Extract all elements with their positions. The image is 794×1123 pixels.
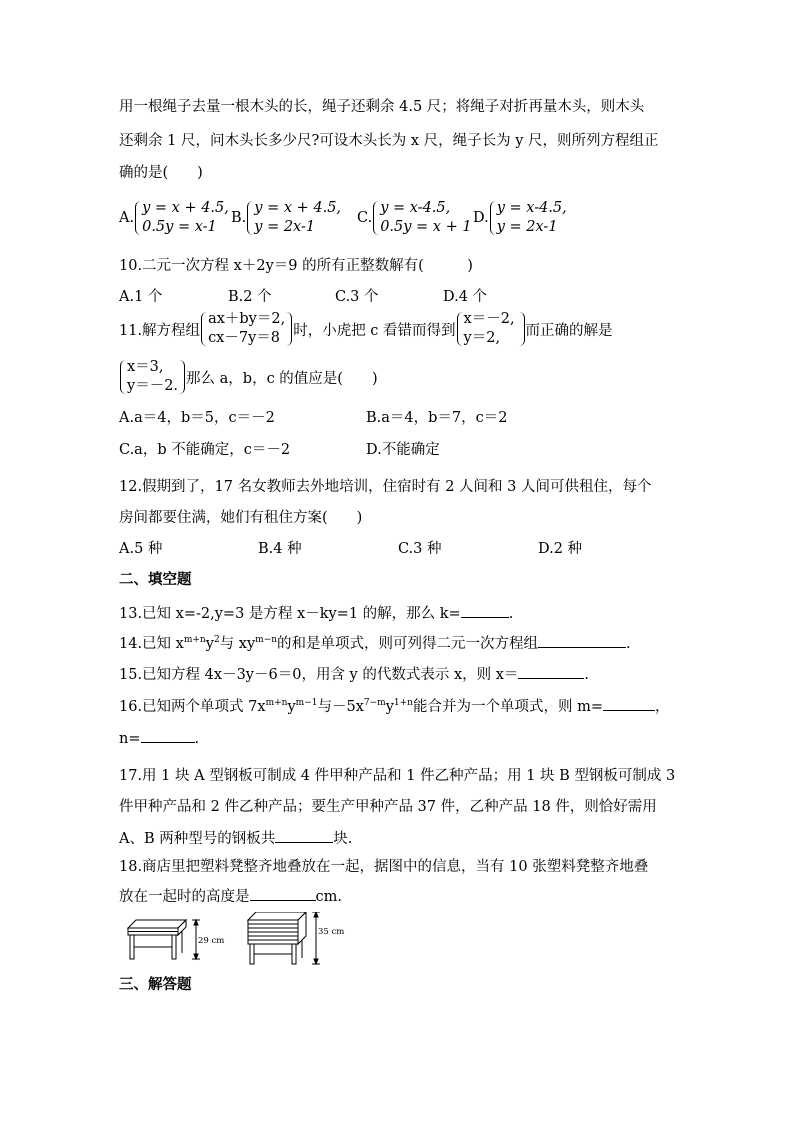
q11-option-d: D.不能确定	[366, 442, 440, 458]
q11-option-a: A.a＝4，b＝5，c＝－2	[119, 410, 275, 426]
equation-row: y = 2x-1	[254, 219, 316, 235]
q12-option-c: C.3 种	[398, 541, 442, 557]
q10-option-b: B.2 个	[228, 289, 272, 305]
option-label: C.	[357, 210, 373, 226]
q9-option-a	[119, 199, 229, 237]
q14-text-d: 的和是单项式，则可列得二元一次方程组	[277, 636, 539, 652]
option-label: B.	[231, 210, 247, 226]
q16	[119, 696, 669, 717]
q11-line2	[119, 358, 378, 396]
q10-option-c: C.3 个	[335, 289, 379, 305]
q18-line2	[119, 886, 342, 907]
equation-row: y＝－2.	[127, 378, 179, 394]
equation-row: 0.5y = x-1	[142, 219, 217, 235]
q10-text: 10.二元一次方程 x＋2y＝9 的所有正整数解有( )	[119, 258, 473, 274]
q16-text-e: 能合并为一个单项式，则 m=	[412, 699, 603, 715]
q14	[119, 633, 631, 654]
equation-system	[134, 199, 229, 237]
q16-text-b: y	[287, 699, 296, 715]
answer-blank[interactable]	[250, 886, 316, 901]
answer-blank[interactable]	[461, 603, 509, 618]
q17-line3	[119, 828, 352, 849]
q12-option-d: D.2 种	[538, 541, 583, 557]
q16-end2: .	[194, 731, 200, 747]
equation-row: ax＋by＝2,	[208, 311, 286, 327]
section-title-fill-blank: 二、填空题	[119, 572, 192, 588]
q12-option-a: A.5 种	[119, 541, 163, 557]
equation-row: x＝－2,	[463, 311, 515, 327]
q18-text: 放在一起时的高度是	[119, 889, 250, 905]
equation-row: x＝3,	[127, 359, 164, 375]
q16-line2	[119, 728, 199, 749]
equation-row: y = x + 4.5,	[142, 200, 229, 216]
answer-blank[interactable]	[518, 664, 584, 679]
q16-end: ，	[654, 699, 670, 715]
q11-line1	[119, 310, 613, 348]
q9-line1: 用一根绳子去量一根木头的长，绳子还剩余 4.5 尺；将绳子对折再量木头，则木头	[119, 99, 645, 115]
equation-row: y = x + 4.5,	[254, 200, 342, 216]
q11-option-b: B.a＝4，b＝7，c＝2	[366, 410, 508, 426]
q10-option-d: D.4 个	[443, 289, 488, 305]
answer-blank[interactable]	[603, 696, 655, 711]
q15-end: .	[584, 667, 590, 683]
q12-line2: 房间都要住满，她们有租住方案( )	[119, 510, 363, 526]
q11-option-c: C.a，b 不能确定，c＝－2	[119, 442, 291, 458]
q13-end: .	[508, 606, 514, 622]
exponent: m+n	[265, 698, 288, 709]
q9-line3: 确的是( )	[119, 165, 203, 181]
q15	[119, 664, 589, 685]
q15-text: 15.已知方程 4x－3y－6＝0，用含 y 的代数式表示 x，则 x＝	[119, 667, 519, 683]
answer-blank[interactable]	[538, 633, 626, 648]
fig1-dimension-label: 29 cm	[198, 936, 225, 946]
stool-figure-2	[248, 912, 320, 964]
q9-option-d	[473, 199, 567, 237]
q9-line2: 还剩余 1 尺，问木头长多少尺?可设木头长为 x 尺，绳子长为 y 尺，则所列方程组正	[119, 133, 659, 149]
section-title-solve: 三、解答题	[119, 977, 192, 993]
equation-system	[489, 199, 567, 237]
q9-option-b	[231, 199, 341, 237]
exponent: m−n	[255, 635, 278, 646]
q11-part3: 而正确的解是	[525, 322, 613, 339]
exponent: m+n	[183, 635, 206, 646]
equation-system	[372, 199, 471, 237]
exponent: m−1	[295, 698, 318, 709]
equation-system	[119, 358, 178, 396]
equation-system	[200, 310, 285, 348]
option-label: A.	[119, 210, 135, 226]
equation-row: y = x-4.5,	[380, 200, 451, 216]
q13-text: 13.已知 x=-2,y=3 是方程 x－ky=1 的解，那么 k=	[119, 606, 461, 622]
q9-option-c	[357, 199, 472, 237]
q14-end: .	[626, 636, 631, 652]
q18-line1: 18.商店里把塑料凳整齐地叠放在一起，据图中的信息，当有 10 张塑料凳整齐地叠	[119, 859, 649, 875]
q16-n-label: n=	[119, 731, 141, 747]
answer-blank[interactable]	[141, 728, 195, 743]
exponent: 1+n	[393, 698, 413, 709]
q16-text-d: y	[385, 699, 394, 715]
q12-line1: 12.假期到了，17 名女教师去外地培训，住宿时有 2 人间和 3 人间可供租住，每个	[119, 479, 652, 495]
equation-row: 0.5y = x + 1	[380, 219, 472, 235]
equation-system	[456, 310, 518, 348]
equation-system	[246, 199, 341, 237]
fig2-dimension-label: 35 cm	[318, 927, 345, 937]
stool-figures	[120, 912, 350, 968]
q12-option-b: B.4 种	[258, 541, 302, 557]
equation-row: y = 2x-1	[496, 219, 558, 235]
q11-part4: 那么 a，b，c 的值应是( )	[186, 370, 378, 387]
q11-part1: 11.解方程组	[119, 322, 201, 339]
stool-figure-1	[128, 920, 200, 959]
q10-option-a: A.1 个	[119, 289, 163, 305]
q13	[119, 603, 513, 624]
option-label: D.	[473, 210, 489, 226]
equation-row: cx－7y＝8	[208, 330, 281, 346]
q16-text-c: 与－5x	[317, 699, 364, 715]
equation-row: y = x-4.5,	[496, 200, 567, 216]
q14-text-c: 与 xy	[219, 636, 256, 652]
q16-text-a: 16.已知两个单项式 7x	[119, 699, 266, 715]
q17-text: A、B 两种型号的钢板共	[119, 831, 276, 847]
q17-line2: 件甲种产品和 2 件乙种产品；要生产甲种产品 37 件，乙种产品 18 件，则恰好需用	[119, 799, 657, 815]
exponent: 7−m	[363, 698, 386, 709]
q17-end: 块.	[333, 831, 353, 847]
q14-text-b: y	[205, 636, 214, 652]
answer-blank[interactable]	[275, 828, 333, 843]
q18-end: cm.	[315, 889, 342, 905]
q17-line1: 17.用 1 块 A 型钢板可制成 4 件甲种产品和 1 件乙种产品；用 1 块 B 型钢板可制成 3	[119, 768, 676, 784]
equation-row: y＝2,	[463, 330, 501, 346]
q11-part2: 时，小虎把 c 看错而得到	[293, 322, 456, 339]
q14-text-a: 14.已知 x	[119, 636, 184, 652]
exponent: 2	[213, 635, 220, 646]
